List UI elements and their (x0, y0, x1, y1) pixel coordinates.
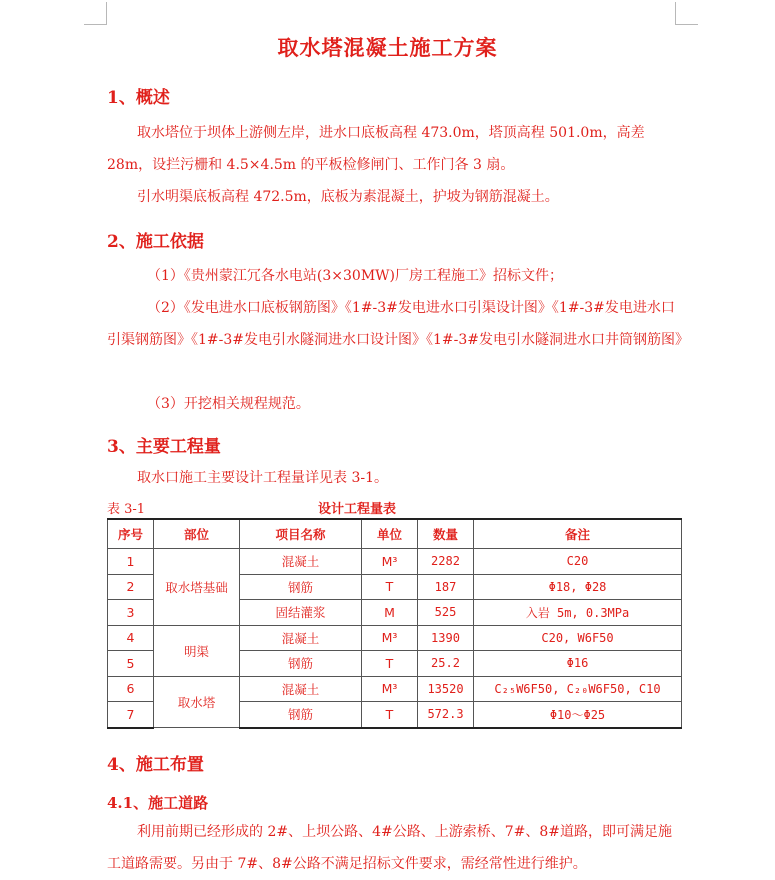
cell-unit: T (362, 702, 418, 728)
table-row (108, 676, 682, 702)
section-2-item-2: （2）《发电进水口底板钢筋图》《1#-3#发电进水口引渠设计图》《1#-3#发电进水口引渠钢筋图》《1#-3#发电引水隧洞进水口设计图》《1#-3#发电引水隧洞进水口井筒钢筋图》 (107, 300, 690, 348)
cell-note: C20, W6F50 (474, 625, 682, 651)
cell-unit: M (362, 600, 418, 626)
cell-qty: 2282 (418, 549, 474, 575)
section-1-paragraph-2: 引水明渠底板高程 472.5m，底板为素混凝土，护坡为钢筋混凝土。 (137, 189, 559, 205)
section-2-item-3: （3）开挖相关规程规范。 (147, 396, 310, 412)
section-1-heading: 1、概述 (107, 88, 170, 108)
cell-no: 1 (108, 549, 154, 575)
cell-note: Φ10～Φ25 (474, 702, 682, 728)
crop-mark-top-left (84, 2, 107, 25)
cell-unit: M³ (362, 549, 418, 575)
table-number: 表 3-1 (107, 502, 146, 517)
table-row (108, 625, 682, 651)
cell-unit: T (362, 574, 418, 600)
section-4-1-heading: 4.1、施工道路 (107, 794, 209, 812)
table-header-row (108, 519, 682, 549)
section-2-heading: 2、施工依据 (107, 232, 204, 252)
cell-note: C₂₅W6F50, C₂₀W6F50, C10 (474, 676, 682, 702)
cell-qty: 25.2 (418, 651, 474, 677)
cell-unit: M³ (362, 676, 418, 702)
header-part: 部位 (154, 519, 240, 549)
cell-unit: T (362, 651, 418, 677)
document-title: 取水塔混凝土施工方案 (277, 35, 498, 60)
cell-no: 5 (108, 651, 154, 677)
cell-item: 混凝土 (240, 676, 362, 702)
section-1-paragraph-1: 取水塔位于坝体上游侧左岸，进水口底板高程 473.0m，塔顶高程 501.0m，高差 28m，设拦污栅和 4.5×4.5m 的平板检修闸门、工作门各 3 扇。 (107, 125, 645, 173)
cell-unit: M³ (362, 625, 418, 651)
header-qty: 数量 (418, 519, 474, 549)
cell-qty: 525 (418, 600, 474, 626)
cell-part: 取水塔基础 (154, 549, 240, 626)
cell-item: 钢筋 (240, 702, 362, 728)
cell-note: 入岩 5m, 0.3MPa (474, 600, 682, 626)
cell-qty: 13520 (418, 676, 474, 702)
header-no: 序号 (108, 519, 154, 549)
cell-item: 混凝土 (240, 549, 362, 575)
cell-item: 钢筋 (240, 574, 362, 600)
cell-no: 3 (108, 600, 154, 626)
cell-no: 7 (108, 702, 154, 728)
cell-item: 钢筋 (240, 651, 362, 677)
cell-no: 4 (108, 625, 154, 651)
cell-item: 混凝土 (240, 625, 362, 651)
cell-qty: 187 (418, 574, 474, 600)
crop-mark-top-right (675, 2, 698, 25)
cell-note: C20 (474, 549, 682, 575)
section-4-1-paragraph: 利用前期已经形成的 2#、上坝公路、4#公路、上游索桥、7#、8#道路，即可满足施工道路需要。另由于 7#、8#公路不满足招标文件要求，需经常性进行维护。 (107, 824, 672, 872)
cell-note: Φ18, Φ28 (474, 574, 682, 600)
section-3-paragraph: 取水口施工主要设计工程量详见表 3-1。 (137, 470, 388, 486)
section-3-heading: 3、主要工程量 (107, 437, 221, 457)
cell-qty: 1390 (418, 625, 474, 651)
cell-item: 固结灌浆 (240, 600, 362, 626)
cell-part: 取水塔 (154, 676, 240, 728)
cell-qty: 572.3 (418, 702, 474, 728)
header-note: 备注 (474, 519, 682, 549)
section-4-heading: 4、施工布置 (107, 755, 204, 775)
cell-note: Φ16 (474, 651, 682, 677)
cell-no: 2 (108, 574, 154, 600)
quantity-table (107, 518, 682, 729)
cell-no: 6 (108, 676, 154, 702)
header-item: 项目名称 (240, 519, 362, 549)
table-title: 设计工程量表 (318, 502, 397, 517)
table-row (108, 549, 682, 575)
header-unit: 单位 (362, 519, 418, 549)
section-2-item-1: （1）《贵州蒙江冗各水电站(3×30MW)厂房工程施工》招标文件； (147, 268, 564, 284)
cell-part: 明渠 (154, 625, 240, 676)
